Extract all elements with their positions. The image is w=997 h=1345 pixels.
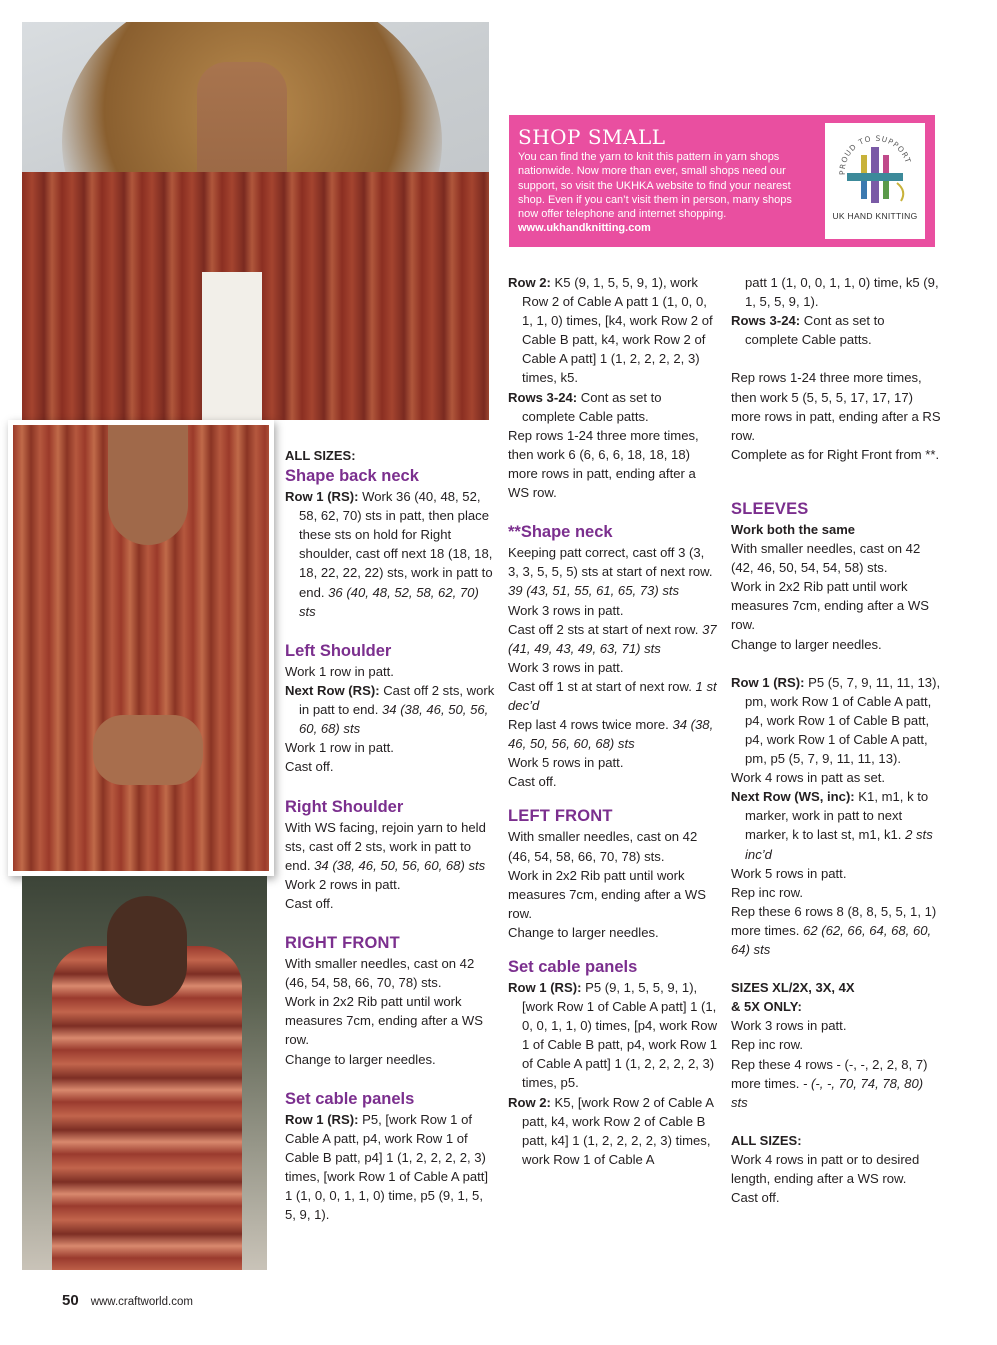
- photo-cardigan-back: [22, 876, 267, 1270]
- instruction: Work 3 rows in patt.: [508, 602, 624, 618]
- instruction-row-2: Row 2: K5 (9, 1, 5, 5, 9, 1), work Row 2 of Cable A patt 1 (1, 0, 0, 1, 1, 0) times, [k4, work Row 2 of Cable B patt, k4, work Row 2 of Cable A patt] 1 (1, 2, 2, 2, 2, 3) times, k5.: [508, 275, 713, 386]
- model-hands: [93, 715, 203, 785]
- shop-small-text: You can find the yarn to knit this pattern in yarn shops nationwide. Now more than ever, small shops need our support, so visit the UKHKA website to find your nearest shop. Even if you can’t visit them in person, many shops now offer telephone and internet shopping.: [518, 151, 792, 221]
- instruction: Cast off.: [731, 1190, 780, 1206]
- sizes-heading: SIZES XL/2X, 3X, 4X: [731, 980, 855, 996]
- shape-neck-heading: **Shape neck: [508, 523, 613, 542]
- pattern-column-2: [508, 273, 718, 1169]
- instruction: Rep these 6 rows 8 (8, 8, 5, 5, 1, 1) more times. 62 (62, 66, 64, 68, 60, 64) sts: [731, 903, 937, 957]
- instruction-row-1: Row 1 (RS): Work 36 (40, 48, 52, 58, 62, 70) sts in patt, then place these sts on hold for Right shoulder, cast off next 18 (18, 18, 18, 22, 22, 22) sts, work in patt to end. 36 (40, 48, 52, 58, 62, 70) sts: [285, 489, 493, 619]
- instruction-row-1: Row 1 (RS): P5 (5, 7, 9, 11, 11, 13), pm, work Row 1 of Cable A patt, p4, work Row 1 of Cable B patt, p4, work Row 1 of Cable A patt, pm, p5 (5, 7, 9, 11, 11, 13).: [731, 674, 941, 767]
- left-shoulder-heading: Left Shoulder: [285, 641, 392, 660]
- model-neckline: [108, 425, 188, 545]
- photo-model-front-closeup: [22, 22, 489, 420]
- all-sizes-heading: ALL SIZES:: [285, 448, 356, 463]
- shop-small-body: [518, 150, 810, 236]
- instruction: Change to larger needles.: [508, 924, 659, 940]
- all-sizes-heading: ALL SIZES:: [731, 1132, 802, 1148]
- footer-url[interactable]: www.craftworld.com: [90, 1296, 193, 1308]
- instruction: Work in 2x2 Rib patt until work measures 7cm, ending after a WS row.: [731, 579, 929, 633]
- left-front-heading: LEFT FRONT: [508, 807, 613, 826]
- right-shoulder-heading: Right Shoulder: [285, 797, 404, 816]
- instruction: Work 4 rows in patt as set.: [731, 770, 886, 786]
- set-cable-panels-heading: Set cable panels: [285, 1089, 415, 1108]
- instruction-row-1: Row 1 (RS): P5 (9, 1, 5, 5, 9, 1), [work Row 1 of Cable A patt] 1 (1, 0, 0, 1, 1, 0) times, [p4, work Row 1 of Cable B patt, p4, work Row 1 of Cable A patt] 1 (1, 2, 2, 2, 2, 3) times, p5.: [508, 980, 718, 1091]
- instruction-continued: patt 1 (1, 0, 0, 1, 1, 0) time, k5 (9, 1, 5, 5, 9, 1).: [745, 275, 939, 310]
- instruction: Rep inc row.: [731, 884, 804, 900]
- instruction: Cast off 1 st at start of next row. 1 st dec’d: [508, 678, 717, 713]
- right-front-heading: RIGHT FRONT: [285, 934, 400, 953]
- instruction-rows-3-24: Rows 3-24: Cont as set to complete Cable patts.: [731, 313, 885, 348]
- sleeves-heading: SLEEVES: [731, 499, 809, 518]
- instruction: Work 3 rows in patt.: [731, 1018, 847, 1034]
- white-top: [202, 272, 262, 420]
- instruction: Work 5 rows in patt.: [508, 755, 624, 771]
- pattern-column-1: [285, 446, 495, 1224]
- instruction: Complete as for Right Front from **.: [731, 446, 940, 462]
- instruction-row-1: Row 1 (RS): P5, [work Row 1 of Cable A patt, p4, work Row 1 of Cable B patt, p4] 1 (1, 2, 2, 2, 2, 3) times, [work Row 1 of Cable A patt] 1 (1, 0, 0, 1, 1, 0) time, p5 (9, 1, 5, 5, 9, 1).: [285, 1111, 489, 1223]
- photo-cardigan-front: [8, 420, 274, 876]
- instruction: With smaller needles, cast on 42 (46, 54, 58, 66, 70, 78) sts.: [508, 829, 698, 864]
- set-cable-panels-heading: Set cable panels: [508, 958, 638, 976]
- logo-arc-text: PROUD TO SUPPORT: [837, 133, 913, 176]
- instruction: Cast off.: [508, 774, 557, 790]
- logo-label: UK HAND KNITTING: [832, 211, 918, 221]
- instruction: Cast off.: [285, 895, 334, 911]
- instruction: Work in 2x2 Rib patt until work measures 7cm, ending after a WS row.: [285, 994, 483, 1048]
- instruction: Work 1 row in patt.: [285, 663, 394, 679]
- shop-small-title: SHOP SMALL: [518, 125, 666, 149]
- instruction: Change to larger needles.: [285, 1051, 436, 1067]
- instruction: Work in 2x2 Rib patt until work measures 7cm, ending after a WS row.: [508, 867, 706, 921]
- instruction: Work 3 rows in patt.: [508, 659, 624, 675]
- instruction: Rep rows 1-24 three more times, then work 6 (6, 6, 6, 18, 18, 18) more rows in patt, ending after a WS row.: [508, 427, 699, 501]
- instruction-next-row: Next Row (WS, inc): K1, m1, k to marker, work in patt to next marker, k to last st, m1, k1. 2 sts inc’d: [731, 789, 933, 862]
- shape-back-neck-heading: Shape back neck: [285, 467, 419, 486]
- instruction: Rep rows 1-24 three more times, then work 5 (5, 5, 5, 17, 17, 17) more rows in patt, ending after a RS row.: [731, 370, 941, 443]
- sleeves-subheading: Work both the same: [731, 521, 856, 537]
- instruction: With WS facing, rejoin yarn to held sts, cast off 2 sts, work in patt to end. 34 (38, 46, 50, 56, 60, 68) sts: [285, 819, 486, 873]
- instruction: Rep these 4 rows - (-, -, 2, 2, 8, 7) more times. - (-, -, 70, 74, 78, 80) sts: [731, 1056, 928, 1110]
- page-footer: [62, 1292, 193, 1309]
- instruction: Rep last 4 rows twice more. 34 (38, 46, 50, 56, 60, 68) sts: [508, 717, 714, 752]
- instruction: Work 4 rows in patt or to desired length, ending after a WS row.: [731, 1152, 920, 1187]
- instruction: With smaller needles, cast on 42 (42, 46, 50, 54, 54, 58) sts.: [731, 541, 921, 576]
- model-head-back: [107, 896, 187, 1006]
- instruction: Rep inc row.: [731, 1037, 804, 1053]
- instruction: Keeping patt correct, cast off 3 (3, 3, 3, 5, 5, 5) sts at start of next row. 39 (43, 51, 55, 61, 65, 73) sts: [508, 545, 713, 599]
- instruction: Cast off.: [285, 759, 334, 775]
- shop-small-box: [509, 115, 935, 247]
- uk-hand-knitting-logo: [825, 123, 925, 239]
- instruction: Work 5 rows in patt.: [731, 865, 847, 881]
- instruction: Work 1 row in patt.: [285, 740, 394, 756]
- instruction: With smaller needles, cast on 42 (46, 54, 58, 66, 70, 78) sts.: [285, 956, 475, 991]
- page-number: 50: [62, 1292, 79, 1309]
- sizes-heading-cont: & 5X ONLY:: [731, 999, 802, 1015]
- instruction: Cast off 2 sts at start of next row. 37 (41, 49, 43, 49, 63, 71) sts: [508, 621, 717, 656]
- ukhk-link[interactable]: www.ukhandknitting.com: [518, 222, 651, 235]
- instruction: Change to larger needles.: [731, 636, 882, 652]
- pattern-column-3: [731, 273, 941, 1207]
- instruction: Work 2 rows in patt.: [285, 876, 401, 892]
- instruction-rows-3-24: Rows 3-24: Cont as set to complete Cable patts.: [508, 389, 662, 424]
- instruction-row-2: Row 2: K5, [work Row 2 of Cable A patt, k4, work Row 2 of Cable B patt, k4] 1 (1, 2, 2, 2, 2, 3) times, work Row 1 of Cable A: [508, 1094, 714, 1167]
- knitting-cross-icon: [831, 127, 919, 213]
- instruction-next-row: Next Row (RS): Cast off 2 sts, work in patt to end. 34 (38, 46, 50, 56, 60, 68) sts: [285, 682, 495, 737]
